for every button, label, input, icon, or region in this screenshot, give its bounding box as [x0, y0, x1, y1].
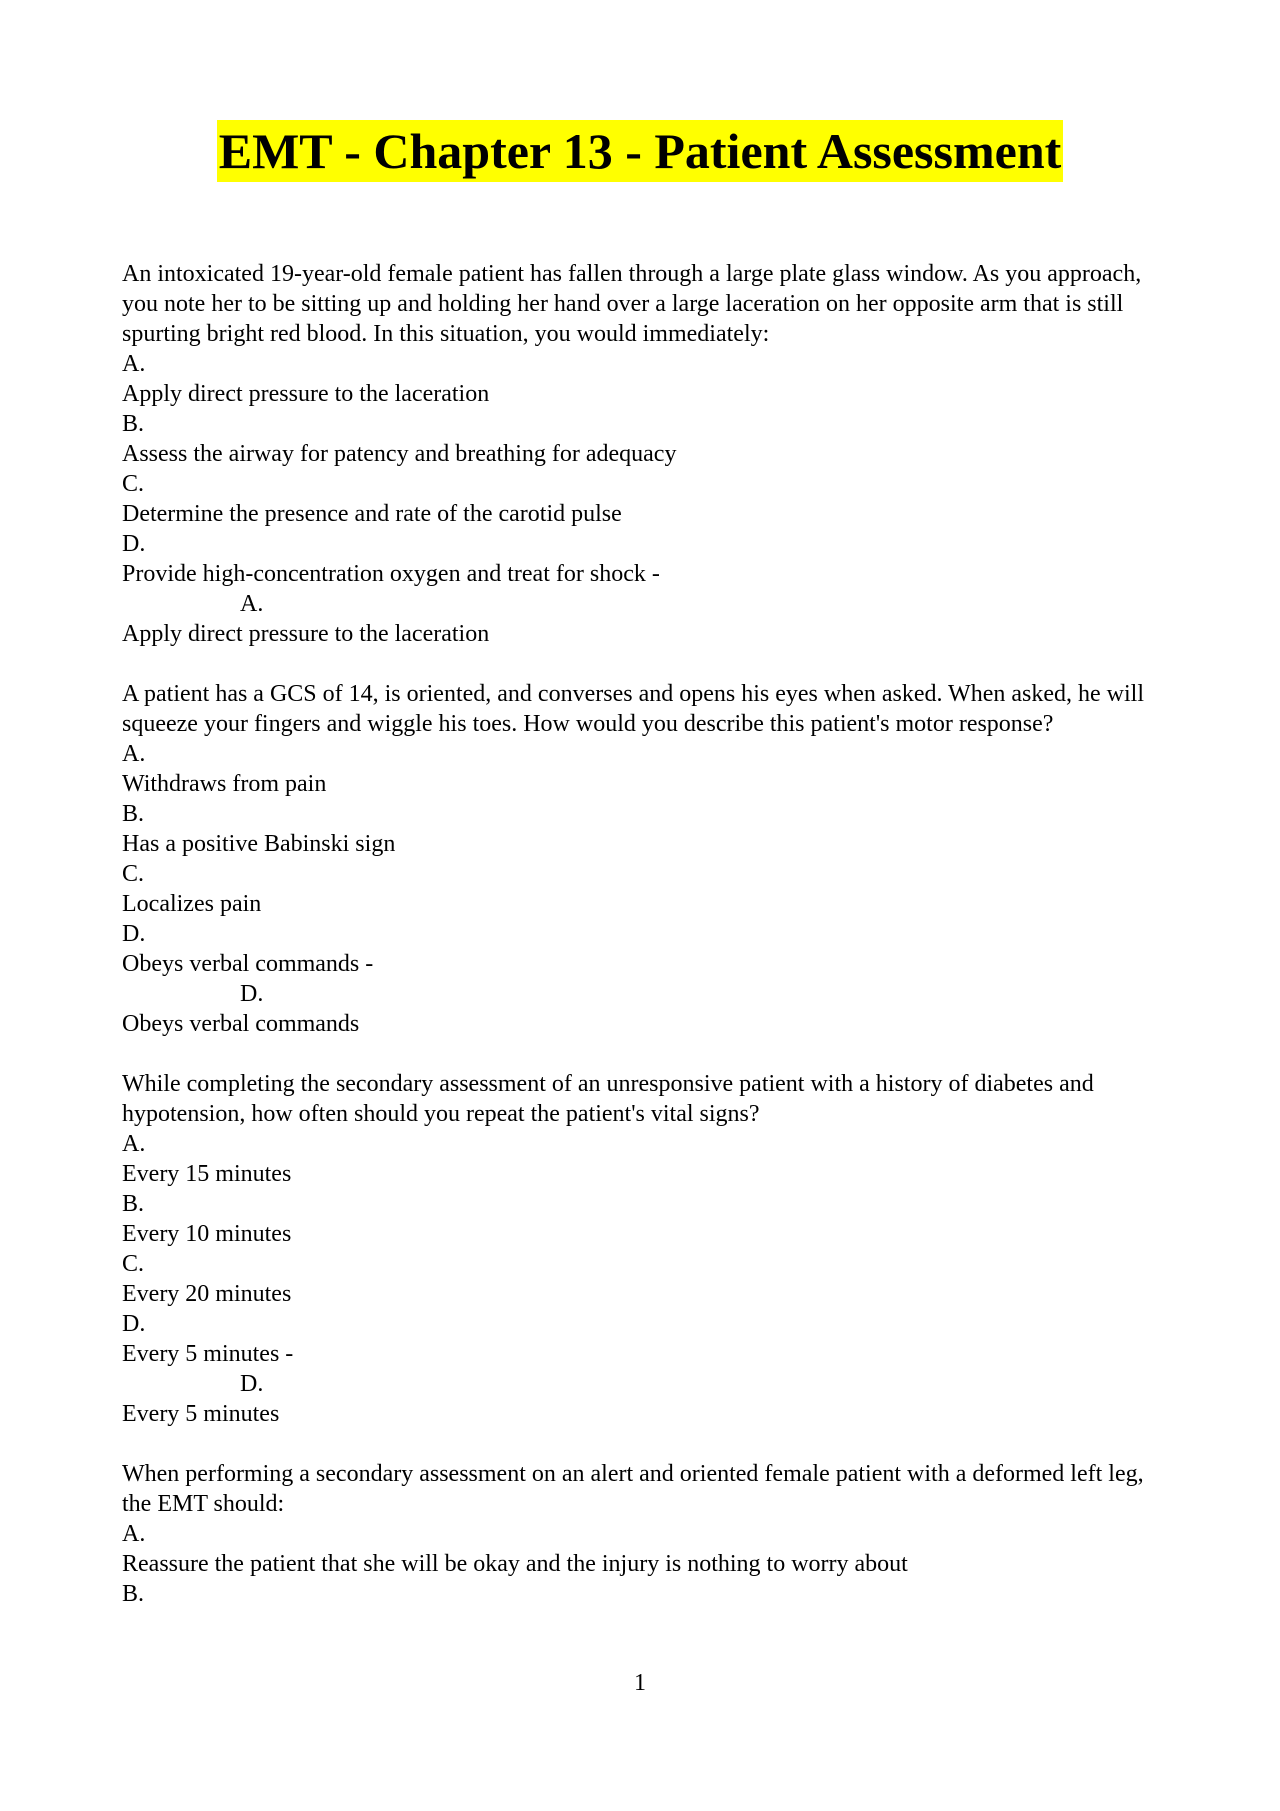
option-text: Every 5 minutes -: [122, 1341, 294, 1367]
option-text: Every 15 minutes: [122, 1161, 292, 1187]
option-text: Withdraws from pain: [122, 771, 327, 797]
option-text: Determine the presence and rate of the carotid pulse: [122, 501, 622, 527]
answer-text: Every 5 minutes: [122, 1401, 280, 1427]
option-text: Has a positive Babinski sign: [122, 831, 396, 857]
title-container: [0, 120, 1280, 182]
option-letter: D.: [122, 921, 146, 947]
answer-text: Obeys verbal commands: [122, 1011, 360, 1037]
option-text: Reassure the patient that she will be okay and the injury is nothing to worry about: [122, 1551, 908, 1577]
question-stem: A patient has a GCS of 14, is oriented, and converses and opens his eyes when asked. When asked, he will squeeze your fingers and wiggle his toes. How would you describe this patient's motor response?: [122, 681, 1144, 737]
option-letter: D.: [122, 1311, 146, 1337]
document-title: EMT - Chapter 13 - Patient Assessment: [217, 120, 1064, 182]
option-text: Localizes pain: [122, 891, 262, 917]
answer-letter: D.: [240, 1371, 264, 1397]
option-letter: B.: [122, 801, 145, 827]
option-letter: A.: [122, 1521, 146, 1547]
question-4: [122, 1459, 1172, 1609]
question-stem: An intoxicated 19-year-old female patient has fallen through a large plate glass window. As you approach, you note her to be sitting up and holding her hand over a large laceration on her opposite arm that is still spurting bright red blood. In this situation, you would immediately:: [122, 261, 1142, 347]
option-letter: B.: [122, 1581, 145, 1607]
option-letter: C.: [122, 1251, 145, 1277]
answer-text: Apply direct pressure to the laceration: [122, 621, 490, 647]
answer-letter: A.: [240, 591, 264, 617]
option-text: Every 10 minutes: [122, 1221, 292, 1247]
option-text: Assess the airway for patency and breathing for adequacy: [122, 441, 677, 467]
option-text: Apply direct pressure to the laceration: [122, 381, 490, 407]
option-letter: D.: [122, 531, 146, 557]
question-1: [122, 259, 1172, 649]
option-letter: A.: [122, 351, 146, 377]
option-letter: B.: [122, 411, 145, 437]
option-letter: B.: [122, 1191, 145, 1217]
page-number: 1: [634, 1670, 646, 1696]
option-text: Provide high-concentration oxygen and treat for shock -: [122, 561, 660, 587]
answer-letter: D.: [240, 981, 264, 1007]
question-2: [122, 679, 1172, 1039]
option-text: Every 20 minutes: [122, 1281, 292, 1307]
question-stem: While completing the secondary assessment of an unresponsive patient with a history of diabetes and hypotension, how often should you repeat the patient's vital signs?: [122, 1071, 1094, 1127]
question-3: [122, 1069, 1172, 1429]
option-text: Obeys verbal commands -: [122, 951, 374, 977]
option-letter: C.: [122, 861, 145, 887]
option-letter: A.: [122, 1131, 146, 1157]
option-letter: A.: [122, 741, 146, 767]
option-letter: C.: [122, 471, 145, 497]
document-body: [122, 259, 1172, 1639]
question-stem: When performing a secondary assessment on an alert and oriented female patient with a deformed left leg, the EMT should:: [122, 1461, 1144, 1517]
